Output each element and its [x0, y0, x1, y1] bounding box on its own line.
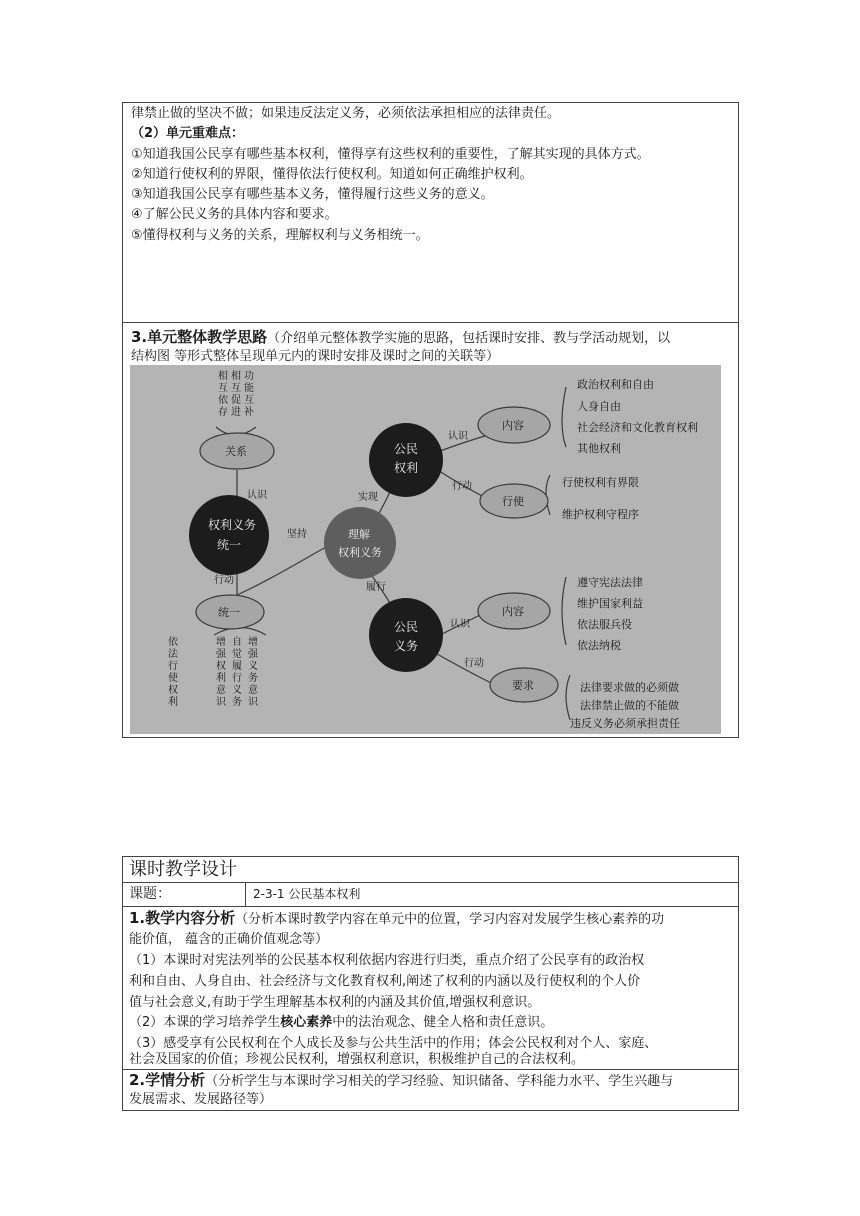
row-divider [122, 1069, 739, 1070]
section3-desc-2: 结构图 等形式整体呈现单元内的课时安排及课时之间的关联等） [131, 349, 500, 364]
col-divider [245, 882, 246, 906]
lesson-p1-line-2: 利和自由、人身自由、社会经济与文化教育权利,阐述了权利的内涵以及行使权利的个人价 [129, 974, 641, 989]
unity-circle-label-1: 权利义务 [208, 518, 257, 532]
edge-label-renshi-bottom: 认识 [450, 619, 470, 630]
edge-label-xingdong-top: 行动 [452, 481, 472, 492]
difficulty-item-4: ④了解公民义务的具体内容和要求。 [131, 207, 338, 222]
lesson-header: 课时教学设计 [129, 859, 237, 880]
lesson-p3-line-1: （3）感受享有公民权利在个人成长及参与公共生活中的作用；体会公民权利对个人、家庭、 [129, 1036, 658, 1051]
difficulty-item-1: ①知道我国公民享有哪些基本权利，懂得享有这些权利的重要性，了解其实现的具体方式。 [131, 147, 650, 162]
duties-circle-label-1: 公民 [394, 620, 419, 634]
rights-exercise-item: 行使权利有界限 [562, 476, 639, 489]
duties-content-item: 遵守宪法法律 [577, 576, 643, 589]
lesson-p2-a: （2）本课的学习培养学生 [129, 1015, 281, 1030]
edge-label-jianchi: 坚持 [287, 529, 307, 540]
edge-label-xingdong-left: 行动 [214, 575, 234, 586]
rights-content-item: 人身自由 [577, 400, 621, 413]
section3-title: 3.单元整体教学思路 [131, 328, 268, 346]
difficulty-item-3: ③知道我国公民享有哪些基本义务，懂得履行这些义务的意义。 [131, 187, 494, 202]
unify-col-3: 自觉履行义务 [232, 637, 242, 708]
lesson-p2-line [129, 1013, 553, 1032]
unify-col-2: 增强权利意识 [216, 637, 226, 708]
duties-content-item: 维护国家利益 [577, 597, 643, 610]
lesson-s1-desc-2: 能价值， 蕴含的正确价值观念等） [129, 932, 329, 947]
duties-content-item: 依法纳税 [577, 639, 621, 652]
difficulty-item-2: ②知道行使权利的界限，懂得依法行使权利。知道如何正确维护权利。 [131, 167, 533, 182]
lesson-p1-line-1: （1）本课时对宪法列举的公民基本权利依据内容进行归类，重点介绍了公民享有的政治权 [129, 953, 645, 968]
bracket [562, 387, 566, 447]
rights-circle-label-2: 权利 [394, 461, 419, 475]
concept-map [130, 365, 721, 734]
unity-circle-label-2: 统一 [217, 538, 242, 552]
duties-circle-label-2: 义务 [394, 639, 419, 653]
section3-desc-1: （介绍单元整体教学实施的思路，包括课时安排、教与学活动规划，以 [267, 331, 671, 346]
rights-content-item: 政治权利和自由 [577, 378, 654, 391]
unify-col-1: 依法行使权利 [168, 637, 178, 708]
duties-require-item: 法律要求做的必须做 [580, 681, 679, 694]
relation-cloud-label: 关系 [225, 445, 247, 458]
edge-label-xingdong-bottom: 行动 [464, 658, 484, 669]
require-label: 要求 [512, 679, 534, 692]
center-circle-label-1: 理解 [348, 528, 370, 541]
section1-continued-text: 律禁止做的坚决不做；如果违反法定义务，必须依法承担相应的法律责任。 [131, 106, 561, 121]
edge-label-lvxing: 履行 [366, 582, 386, 593]
rights-content-item: 社会经济和文化教育权利 [577, 421, 698, 434]
unify-col-4: 增强义务意识 [248, 637, 258, 708]
topic-value: 2-3-1 公民基本权利 [253, 887, 361, 901]
duties-require-item: 违反义务必须承担责任 [570, 717, 680, 730]
relation-col-1: 相互依存 [218, 371, 228, 418]
lesson-s1-title: 1.教学内容分析 [129, 909, 236, 927]
lesson-s2-desc-2: 发展需求、发展路径等） [129, 1092, 273, 1107]
lesson-p2-keyword: 核心素养 [280, 1015, 333, 1030]
topic-label: 课题： [129, 886, 171, 902]
difficulty-item-5: ⑤懂得权利与义务的关系，理解权利与义务相统一。 [131, 228, 429, 243]
row-divider [122, 882, 739, 883]
rights-exercise-item: 维护权利守程序 [562, 508, 639, 521]
unity-circle [189, 495, 269, 575]
edge-label-renshi-left: 认识 [247, 490, 267, 501]
center-circle-label-2: 权利义务 [338, 546, 382, 559]
section3-heading-line [131, 328, 670, 348]
lesson-s1-heading-line [129, 909, 664, 929]
bracket [562, 577, 566, 645]
lesson-s2-desc-1: （分析学生与本课时学习相关的学习经验、知识储备、学科能力水平、学生兴趣与 [205, 1074, 674, 1089]
edge-label-shixian: 实现 [358, 492, 378, 503]
lesson-s1-desc-1: （分析本课时教学内容在单元中的位置，学习内容对发展学生核心素养的功 [235, 912, 665, 927]
row-divider [122, 322, 739, 323]
lesson-s2-title: 2.学情分析 [129, 1071, 206, 1089]
connector [430, 650, 495, 685]
lesson-p3-line-2: 社会及国家的价值；珍视公民权利，增强权利意识，积极维护自己的合法权利。 [129, 1052, 585, 1067]
row-divider [122, 906, 739, 907]
lesson-p2-c: 中的法治观念、健全人格和责任意识。 [332, 1015, 554, 1030]
difficulty-heading: （2）单元重难点： [131, 126, 245, 141]
lesson-p1-line-3: 值与社会意义,有助于学生理解基本权利的内涵及其价值,增强权利意识。 [129, 995, 541, 1010]
content-bottom-label: 内容 [502, 605, 524, 618]
lesson-s2-heading-line [129, 1071, 673, 1091]
exercise-label: 行使 [502, 495, 524, 508]
relation-col-3: 功能互补 [244, 371, 254, 418]
unify-cloud-label: 统一 [218, 606, 240, 619]
relation-col-2: 相互促进 [231, 371, 241, 418]
rights-content-item: 其他权利 [577, 442, 621, 455]
edge-label-renshi-top: 认识 [448, 431, 468, 442]
duties-content-item: 依法服兵役 [577, 618, 632, 631]
duties-require-item: 法律禁止做的不能做 [580, 699, 679, 712]
content-top-label: 内容 [502, 419, 524, 432]
rights-circle-label-1: 公民 [394, 442, 419, 456]
